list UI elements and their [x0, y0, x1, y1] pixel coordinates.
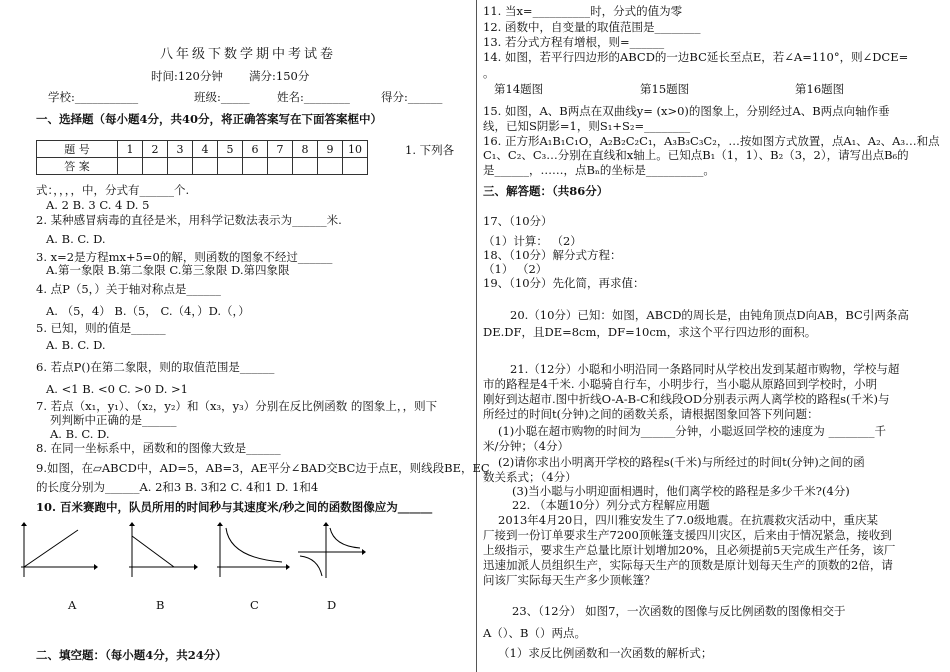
graph-d-svg — [296, 522, 376, 582]
answer-cell[interactable] — [293, 158, 318, 175]
exam-full-score: 满分:150分 — [249, 69, 310, 83]
table-num: 6 — [243, 141, 268, 158]
q22-line5: 迅速加派人员组织生产，实际每天生产的顶数是原计划每天生产的顶数的2倍，请 — [483, 558, 893, 572]
q7-text: 7. 若点（x₁，y₁）、（x₂，y₂）和（x₃，y₃）分别在反比例函数 的图象上，，则下 — [36, 399, 438, 413]
q16-text: 16. 正方形A₁B₁C₁O，A₂B₂C₂C₁，A₃B₃C₃C₂，…按如图方式放置，点A₁、A₂、A₃…和点 — [483, 134, 940, 148]
table-num: 10 — [343, 141, 368, 158]
answer-table-header-row — [37, 141, 368, 158]
q5-options: A. B. C. D. — [46, 338, 106, 352]
q23-text: 23、（12分） 如图7，一次函数的图像与反比例函数的图像相交于 — [512, 604, 846, 618]
exam-time: 时间:120分钟 — [151, 69, 223, 83]
q6-options: A. <1 B. <0 C. >0 D. >1 — [46, 382, 188, 396]
q15-text: 15. 如图，A、B两点在双曲线y= (x>0)的图象上，分别经过A、B两点向轴作垂 — [483, 104, 890, 118]
q21-sub2: (2)请你求出小明离开学校的路程s(千米)与所经过的时间t(分钟)之间的函 — [498, 455, 865, 469]
q15-text-line2: 线，已知S阴影=1，则S₁+S₂=________ — [483, 119, 691, 133]
q6-text: 6. 若点P()在第二象限，则的取值范围是______ — [36, 360, 275, 374]
q9-text: 9.如图，在▱ABCD中，AD=5，AB=3，AE平分∠BAD交BC边于点E，则线段BE，EC — [36, 461, 490, 475]
section3-title: 三、解答题：（共86分） — [483, 184, 609, 198]
table-num: 5 — [218, 141, 243, 158]
q17-sub: （1）计算： （2） — [483, 234, 582, 248]
column-divider — [476, 0, 477, 672]
q12-text: 12. 函数中，自变量的取值范围是________ — [483, 20, 701, 34]
q1-options: A. 2 B. 3 C. 4 D. 5 — [46, 198, 150, 212]
graph-c-svg — [212, 522, 292, 582]
q21-sub1: (1)小聪在超市购物的时间为______分钟，小聪返回学校的速度为 ________千 — [498, 424, 886, 438]
q14-text: 14. 如图，若平行四边形的ABCD的一边BC延长至点E，若∠A=110°，则∠DCE= — [483, 50, 909, 64]
answer-cell[interactable] — [343, 158, 368, 175]
answer-cell[interactable] — [243, 158, 268, 175]
answer-cell[interactable] — [118, 158, 143, 175]
q2-options: A. B. C. D. — [46, 232, 106, 246]
answer-cell[interactable] — [143, 158, 168, 175]
q23-sub1: （1）求反比例函数和一次函数的解析式； — [498, 646, 713, 660]
answer-cell[interactable] — [318, 158, 343, 175]
q22-line6: 问该厂实际每天生产多少顶帐篷？ — [483, 573, 656, 587]
graph-label-c: C — [250, 598, 259, 612]
q10-text: 10. 百米赛跑中，队员所用的时间秒与其速度米/秒之间的函数图像应为______ — [36, 500, 433, 514]
q5-text: 5. 已知，则的值是______ — [36, 321, 166, 335]
q21-sub1b: 米/分钟；（4分） — [483, 439, 569, 453]
class-field: 班级:_____ — [194, 90, 250, 104]
q21-text: 21.（12分）小聪和小明沿同一条路同时从学校出发到某超市购物，学校与超 — [510, 362, 900, 376]
graph-label-a: A — [68, 598, 77, 612]
fig16-caption: 第16题图 — [795, 82, 845, 96]
table-num: 1 — [118, 141, 143, 158]
name-field: 姓名:________ — [277, 90, 350, 104]
answer-cell[interactable] — [268, 158, 293, 175]
q4-options: A. （5，4） B.（5， C.（4，）D.（，） — [46, 304, 250, 318]
answer-cell[interactable] — [218, 158, 243, 175]
q4-text: 4. 点P（5，）关于轴对称点是______ — [36, 282, 221, 296]
q22-text: 22. （本题10分）列分式方程解应用题 — [512, 498, 710, 512]
graph-a — [16, 522, 96, 585]
q21-sub3: (3)当小聪与小明迎面相遇时，他们离学校的路程是多少千米?(4分) — [512, 484, 850, 498]
q22-line3: 厂接到一份订单要求生产7200顶帐篷支援四川灾区，后来由于情况紧急，接收到 — [483, 528, 892, 542]
q3-options: A.第一象限 B.第二象限 C.第三象限 D.第四象限 — [46, 263, 290, 277]
q16-text-line3: 是______，……，点Bₙ的坐标是__________。 — [483, 163, 715, 177]
table-answer-label: 答 案 — [37, 158, 118, 175]
q18-text: 18、（10分）解分式方程： — [483, 248, 622, 262]
q22-line2: 2013年4月20日，四川雅安发生了7.0级地震。在抗震救灾活动中，重庆某 — [498, 513, 879, 527]
graph-a-svg — [16, 522, 96, 582]
q1-text: 式：，，，，中，分式有______个. — [36, 183, 190, 197]
q22-line4: 上级指示，要求生产总量比原计划增加20%，且必须提前5天完成生产任务，该厂 — [483, 543, 896, 557]
table-num: 4 — [193, 141, 218, 158]
graph-b — [124, 522, 204, 585]
fig15-caption: 第15题图 — [640, 82, 690, 96]
q8-text: 8. 在同一坐标系中，函数和的图像大致是______ — [36, 441, 281, 455]
graph-label-b: B — [156, 598, 165, 612]
table-num: 2 — [143, 141, 168, 158]
answer-table — [36, 140, 368, 175]
table-num: 9 — [318, 141, 343, 158]
q21-line3: 刚好到达超市.图中折线O-A-B-C和线段OD分别表示两人离学校的路程s(千米)与 — [483, 392, 890, 406]
table-num: 7 — [268, 141, 293, 158]
score-field: 得分:______ — [381, 90, 443, 104]
q21-sub2b: 数关系式；（4分） — [483, 470, 577, 484]
graph-d — [296, 522, 376, 585]
answer-cell[interactable] — [168, 158, 193, 175]
q3-text: 3. x=2是方程mx+5=0的解，则函数的图象不经过______ — [36, 250, 333, 264]
q20-text: 20.（10分）已知：如图，ABCD的周长是，由钝角顶点D向AB，BC引两条高 — [510, 308, 909, 322]
q21-line2: 市的路程是4千米. 小聪骑自行车，小明步行，当小聪从原路回到学校时，小明 — [483, 377, 878, 391]
q9-text-line2: 的长度分别为______A. 2和3 B. 3和2 C. 4和1 D. 1和4 — [36, 480, 319, 494]
table-head-label: 题 号 — [37, 141, 118, 158]
graph-c — [212, 522, 292, 585]
q11-text: 11. 当x=__________时，分式的值为零 — [483, 4, 683, 18]
section2-title: 二、填空题：（每小题4分，共24分） — [36, 648, 227, 662]
q21-line4: 所经过的时间t(分钟)之间的函数关系，请根据图象回答下列问题： — [483, 407, 819, 421]
q7-options: A. B. C. D. — [50, 427, 110, 441]
graph-label-d: D — [327, 598, 337, 612]
q18-sub: （1） （2） — [483, 262, 548, 276]
q13-text: 13. 若分式方程有增根，则=______ — [483, 35, 665, 49]
q16-text-line2: C₁、C₂、C₃…分别在直线和x轴上。已知点B₁（1，1）、B₂（3，2），请写出点B₆的 — [483, 148, 909, 162]
answer-table-answer-row — [37, 158, 368, 175]
graph-b-svg — [124, 522, 204, 582]
q23-line2: A（）、B（）两点。 — [483, 626, 587, 640]
q1-tail: 1. 下列各 — [405, 143, 455, 157]
table-num: 3 — [168, 141, 193, 158]
school-field: 学校:___________ — [48, 90, 139, 104]
q20-text-line2: DE.DF，且DE=8cm，DF=10cm，求这个平行四边形的面积。 — [483, 325, 817, 339]
q19-text: 19、（10分）先化简，再求值： — [483, 276, 645, 290]
exam-title: 八年级下数学期中考试卷 — [160, 47, 337, 62]
q17-text: 17、（10分） — [483, 214, 553, 228]
q7-text-line2: 列判断中正确的是______ — [50, 413, 177, 427]
answer-cell[interactable] — [193, 158, 218, 175]
q14-end: 。 — [483, 66, 495, 80]
fig14-caption: 第14题图 — [494, 82, 544, 96]
section1-title: 一、选择题（每小题4分，共40分，将正确答案写在下面答案框中） — [36, 112, 383, 126]
table-num: 8 — [293, 141, 318, 158]
q2-text: 2. 某种感冒病毒的直径是米，用科学记数法表示为______米. — [36, 213, 342, 227]
